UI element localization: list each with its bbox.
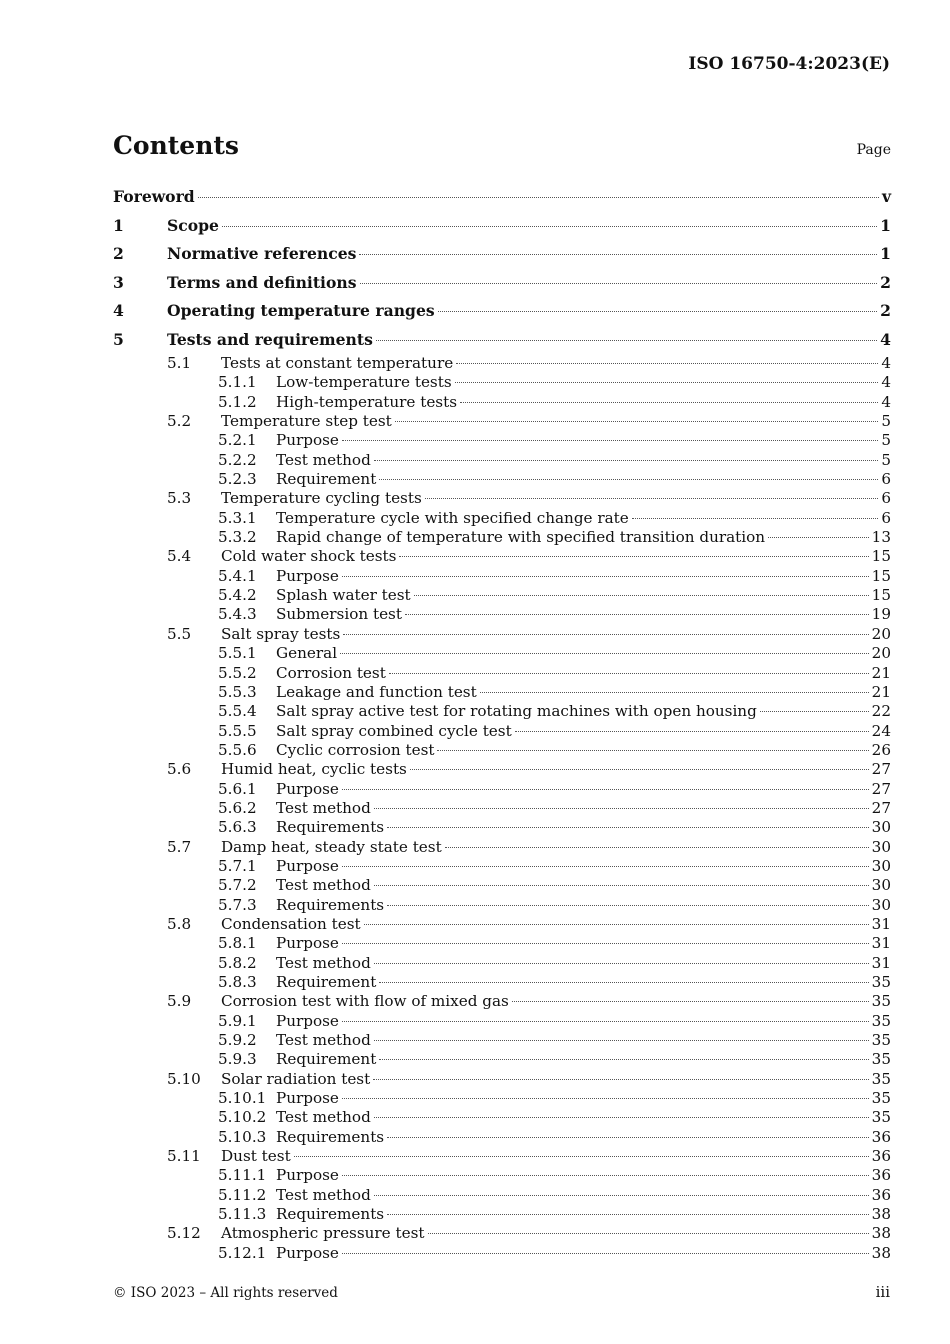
toc-entry-number: 5.5.3 — [218, 682, 257, 701]
toc-entry-title: Test method — [276, 876, 371, 895]
toc-entry-title: Cold water shock tests — [221, 547, 397, 566]
toc-entry[interactable] — [113, 876, 891, 895]
toc-entry[interactable] — [113, 625, 891, 644]
toc-entry-page: 38 — [871, 1205, 891, 1224]
toc-entry-number: 5.8.3 — [218, 973, 257, 991]
toc-entry-page: 26 — [871, 740, 891, 759]
dot-leader — [374, 460, 879, 461]
dot-leader — [387, 827, 869, 828]
toc-entry-title: Splash water test — [276, 586, 411, 605]
toc-entry[interactable] — [113, 451, 891, 470]
toc-entry-page: 6 — [881, 470, 891, 489]
dot-leader — [222, 226, 877, 227]
toc-entry-number: 5.1 — [167, 354, 192, 372]
toc-entry-title: General — [276, 644, 338, 663]
toc-entry-title: Test method — [276, 1031, 371, 1050]
toc-entry-page: 36 — [871, 1127, 891, 1146]
toc-entry-page: 30 — [871, 876, 891, 895]
toc-entry-number: 5.8 — [167, 914, 192, 933]
dot-leader — [438, 311, 877, 312]
toc-entry-number: 5.9.3 — [218, 1050, 257, 1069]
toc-entry-title: Test method — [276, 798, 371, 817]
toc-entry-number: 5.6.1 — [218, 779, 257, 798]
toc-entry[interactable] — [113, 799, 891, 818]
toc-entry-page: 21 — [871, 663, 891, 682]
toc-entry-page: 27 — [871, 760, 891, 779]
dot-leader — [387, 905, 869, 906]
toc-entry-page: 36 — [871, 1166, 891, 1185]
toc-entry[interactable] — [113, 992, 891, 1011]
toc-entry-page: 5 — [881, 412, 891, 431]
toc-entry-number: 5.11.2 — [218, 1185, 267, 1204]
toc-entry[interactable] — [113, 1108, 891, 1127]
toc-entry-number: 5.5 — [167, 624, 192, 643]
toc-entry-title: Low-temperature tests — [276, 373, 452, 392]
toc-entry[interactable] — [113, 1186, 891, 1205]
toc-entry-title: Requirements — [276, 818, 385, 837]
toc-entry[interactable] — [113, 240, 891, 269]
dot-leader — [760, 711, 869, 712]
toc-entry-title: Requirements — [276, 895, 385, 914]
dot-leader — [395, 421, 879, 422]
toc-entry-page: 35 — [871, 973, 891, 991]
toc-entry-title: Humid heat, cyclic tests — [221, 760, 407, 779]
toc-entry[interactable] — [113, 818, 891, 837]
toc-entry-title: Salt spray combined cycle test — [276, 721, 512, 740]
toc-entry[interactable] — [113, 1089, 891, 1108]
toc-entry-page: 31 — [871, 934, 891, 953]
toc-entry[interactable] — [113, 605, 891, 624]
dot-leader — [364, 924, 869, 925]
toc-entry[interactable] — [113, 760, 891, 779]
toc-entry-page: 31 — [871, 914, 891, 933]
toc-entry-page: 19 — [871, 605, 891, 624]
toc-entry-number: 5.9 — [167, 992, 192, 1011]
toc-entry[interactable] — [113, 1205, 891, 1224]
toc-entry-page: 36 — [871, 1185, 891, 1204]
toc-entry-page: 35 — [871, 1069, 891, 1088]
toc-entry-title: Dust test — [221, 1147, 291, 1166]
toc-entry-title: Purpose — [276, 934, 339, 953]
toc-entry-number: 5.6.3 — [218, 818, 257, 837]
toc-entry-number: 5.5.4 — [218, 702, 257, 721]
toc-entry[interactable] — [113, 547, 891, 566]
toc-entry-number: 5.6 — [167, 760, 192, 779]
toc-entry-title: Cyclic corrosion test — [276, 740, 435, 759]
toc-entry-title: Submersion test — [276, 605, 402, 624]
dot-leader — [455, 382, 879, 383]
toc-entry-page: 27 — [871, 779, 891, 798]
toc-entry-title: Rapid change of temperature with specified transition duration — [276, 528, 766, 547]
toc-entry-page: 30 — [871, 895, 891, 914]
toc-entry-title: Scope — [167, 215, 219, 235]
toc-entry-title: Requirements — [276, 1127, 385, 1146]
toc-entry-number: 5.8.1 — [218, 934, 257, 953]
toc-entry-page: 30 — [871, 818, 891, 837]
toc-entry[interactable] — [113, 183, 891, 212]
dot-leader — [342, 1098, 869, 1099]
dot-leader — [387, 1137, 869, 1138]
toc-entry-page: 21 — [871, 682, 891, 701]
toc-entry-title: Salt spray active test for rotating machines with open housing — [276, 702, 757, 721]
toc-entry[interactable] — [113, 973, 891, 992]
dot-leader — [374, 963, 869, 964]
toc-entry[interactable] — [113, 896, 891, 915]
toc-entry-number: 5.7.3 — [218, 895, 257, 914]
dot-leader — [374, 1040, 869, 1041]
toc-entry-page: 1 — [880, 215, 891, 235]
toc-entry[interactable] — [113, 838, 891, 857]
toc-entry[interactable] — [113, 470, 891, 489]
toc-entry-number: 5.2.2 — [218, 450, 257, 469]
dot-leader — [414, 595, 869, 596]
toc-entry-number: 5.8.2 — [218, 953, 257, 972]
dot-leader — [410, 769, 869, 770]
toc-entry-page: 30 — [871, 837, 891, 856]
toc-entry-page: 5 — [881, 431, 891, 450]
toc-entry-number: 5.6.2 — [218, 798, 257, 817]
dot-leader — [294, 1156, 869, 1157]
dot-leader — [445, 847, 869, 848]
toc-entry-number: 4 — [113, 301, 124, 320]
toc-entry-number: 5.4.2 — [218, 586, 257, 605]
dot-leader — [342, 866, 869, 867]
document-id: ISO 16750-4:2023(E) — [688, 54, 890, 74]
toc-entry-title: Atmospheric pressure test — [221, 1224, 425, 1243]
toc-entry-page: 4 — [881, 373, 891, 392]
toc-entry[interactable] — [113, 528, 891, 547]
toc-entry-number: 5.10.1 — [218, 1089, 267, 1108]
toc-entry-number: 5.9.2 — [218, 1031, 257, 1050]
toc-entry-title: High-temperature tests — [276, 392, 457, 411]
toc-entry[interactable] — [113, 489, 891, 508]
toc-entry-number: 5.2 — [167, 412, 192, 431]
dot-leader — [374, 1195, 869, 1196]
toc-entry-page: 20 — [871, 644, 891, 663]
toc-entry-page: 35 — [871, 1050, 891, 1069]
toc-entry-number: 5.2.3 — [218, 470, 257, 489]
dot-leader — [768, 537, 869, 538]
toc-entry-title: Test method — [276, 1185, 371, 1204]
toc-entry-title: Purpose — [276, 431, 339, 450]
dot-leader — [374, 808, 869, 809]
toc-entry[interactable] — [113, 1244, 891, 1263]
dot-leader — [343, 634, 868, 635]
toc-entry-title: Condensation test — [221, 914, 361, 933]
toc-entry[interactable] — [113, 954, 891, 973]
toc-entry-page: 1 — [880, 244, 891, 263]
dot-leader — [359, 254, 877, 255]
toc-entry[interactable] — [113, 1224, 891, 1243]
toc-entry[interactable] — [113, 722, 891, 741]
toc-entry[interactable] — [113, 509, 891, 528]
toc-entry-number: 5.10.3 — [218, 1127, 267, 1146]
toc-entry-page: v — [881, 187, 891, 206]
dot-leader — [342, 1021, 869, 1022]
dot-leader — [376, 340, 877, 341]
toc-entry-title: Requirement — [276, 470, 377, 489]
copyright-notice: © ISO 2023 – All rights reserved — [113, 1285, 338, 1301]
toc-entry-title: Operating temperature ranges — [167, 301, 435, 320]
toc-entry-title: Purpose — [276, 566, 339, 585]
toc-entry-number: 5.12 — [167, 1224, 201, 1243]
toc-entry-number: 5.4 — [167, 547, 192, 566]
toc-entry-number: 5.3 — [167, 489, 192, 508]
toc-entry-title: Purpose — [276, 1089, 339, 1108]
toc-entry[interactable] — [113, 780, 891, 799]
toc-entry-number: 5 — [113, 329, 124, 349]
toc-entry-page: 35 — [871, 1108, 891, 1127]
toc-entry-title: Purpose — [276, 779, 339, 798]
toc-entry[interactable] — [113, 212, 891, 241]
dot-leader — [342, 1253, 869, 1254]
dot-leader — [460, 402, 878, 403]
toc-entry-number: 5.7.1 — [218, 856, 257, 875]
toc-entry-number: 5.4.1 — [218, 566, 257, 585]
toc-entry-page: 35 — [871, 1089, 891, 1108]
toc-entry-page: 6 — [881, 489, 891, 508]
toc-entry-number: 5.5.1 — [218, 644, 257, 663]
dot-leader — [374, 1117, 869, 1118]
toc-entry[interactable] — [113, 1050, 891, 1069]
dot-leader — [374, 885, 869, 886]
toc-entry[interactable] — [113, 1012, 891, 1031]
toc-entry[interactable] — [113, 702, 891, 721]
toc-entry-title: Requirements — [276, 1205, 385, 1224]
dot-leader — [342, 1175, 869, 1176]
toc-entry-title: Terms and definitions — [167, 272, 357, 292]
toc-entry[interactable] — [113, 1147, 891, 1166]
toc-entry[interactable] — [113, 1031, 891, 1050]
toc-entry-number: 5.11.1 — [218, 1166, 267, 1185]
toc-entry[interactable] — [113, 393, 891, 412]
toc-entry-number: 5.7 — [167, 837, 192, 856]
toc-entry-title: Solar radiation test — [221, 1069, 371, 1088]
toc-entry[interactable] — [113, 412, 891, 431]
toc-entry-number: 5.11 — [167, 1147, 201, 1166]
toc-entry-page: 15 — [871, 566, 891, 585]
toc-entry-number: 5.2.1 — [218, 431, 257, 450]
dot-leader — [632, 518, 879, 519]
toc-entry-number: 5.10 — [167, 1069, 201, 1088]
toc-entry[interactable] — [113, 586, 891, 605]
toc-entry-page: 2 — [880, 272, 891, 292]
toc-entry-page: 36 — [871, 1147, 891, 1166]
toc-entry-title: Requirement — [276, 1050, 377, 1069]
toc-entry[interactable] — [113, 664, 891, 683]
toc-entry-page: 22 — [871, 702, 891, 721]
page-number: iii — [875, 1283, 890, 1301]
toc-entry[interactable] — [113, 915, 891, 934]
page-column-label: Page — [856, 142, 891, 158]
toc-entry-number: 5.10.2 — [218, 1108, 267, 1127]
toc-entry-page: 4 — [881, 354, 891, 372]
toc-entry-title: Normative references — [167, 244, 357, 263]
toc-entry-title: Purpose — [276, 1166, 339, 1185]
toc-entry[interactable] — [113, 934, 891, 953]
toc-entry-number: 5.3.2 — [218, 528, 257, 547]
toc-entry-page: 35 — [871, 1031, 891, 1050]
toc-entry-title: Test method — [276, 450, 371, 469]
toc-entry[interactable] — [113, 683, 891, 702]
dot-leader — [456, 363, 878, 364]
toc-entry-number: 3 — [113, 272, 124, 292]
dot-leader — [342, 440, 878, 441]
toc-entry[interactable] — [113, 431, 891, 450]
dot-leader — [515, 731, 869, 732]
toc-entry-page: 35 — [871, 1011, 891, 1030]
toc-entry-number: 5.1.2 — [218, 392, 257, 411]
toc-entry[interactable] — [113, 857, 891, 876]
toc-entry[interactable] — [113, 741, 891, 760]
dot-leader — [379, 479, 878, 480]
toc-entry[interactable] — [113, 326, 891, 355]
dot-leader — [480, 692, 869, 693]
toc-entry-page: 15 — [871, 586, 891, 605]
toc-entry-page: 31 — [871, 953, 891, 972]
dot-leader — [399, 556, 868, 557]
toc-entry-number: 2 — [113, 244, 124, 263]
toc-entry-page: 24 — [871, 721, 891, 740]
toc-entry-title: Requirement — [276, 973, 377, 991]
dot-leader — [379, 1059, 868, 1060]
toc-entry-title: Test method — [276, 1108, 371, 1127]
toc-entry[interactable] — [113, 373, 891, 392]
toc-entry[interactable] — [113, 644, 891, 663]
toc-entry-title: Purpose — [276, 856, 339, 875]
toc-entry-title: Test method — [276, 953, 371, 972]
toc-entry-page: 5 — [881, 450, 891, 469]
toc-entry-title: Purpose — [276, 1243, 339, 1262]
toc-entry-page: 4 — [880, 329, 891, 349]
dot-leader — [340, 653, 869, 654]
page-title: Contents — [113, 131, 240, 160]
dot-leader — [437, 750, 868, 751]
toc-entry-title: Temperature cycle with specified change rate — [276, 508, 629, 527]
toc-entry-number: 5.3.1 — [218, 508, 257, 527]
toc-entry-page: 27 — [871, 798, 891, 817]
toc-entry-page: 13 — [871, 528, 891, 547]
toc-entry-title: Leakage and function test — [276, 682, 477, 701]
toc-entry[interactable] — [113, 1166, 891, 1185]
dot-leader — [342, 576, 869, 577]
toc-entry-title: Salt spray tests — [221, 624, 341, 643]
toc-entry-number: 5.5.6 — [218, 740, 257, 759]
table-of-contents — [113, 183, 891, 1263]
toc-entry-title: Damp heat, steady state test — [221, 837, 442, 856]
toc-entry-number: 5.4.3 — [218, 605, 257, 624]
toc-entry-number: 5.7.2 — [218, 876, 257, 895]
toc-entry-title: Corrosion test — [276, 663, 386, 682]
toc-entry-number: 5.1.1 — [218, 373, 257, 392]
toc-entry[interactable] — [113, 567, 891, 586]
toc-entry[interactable] — [113, 1070, 891, 1089]
toc-entry-page: 38 — [871, 1243, 891, 1262]
toc-entry-number: 5.11.3 — [218, 1205, 267, 1224]
toc-entry-page: 4 — [881, 392, 891, 411]
toc-entry-title: Tests and requirements — [167, 329, 373, 349]
toc-entry-number: 5.5.2 — [218, 663, 257, 682]
dot-leader — [389, 673, 869, 674]
dot-leader — [342, 943, 869, 944]
dot-leader — [428, 1233, 869, 1234]
toc-entry-title: Purpose — [276, 1011, 339, 1030]
toc-entry-number: 5.12.1 — [218, 1243, 267, 1262]
toc-entry[interactable] — [113, 354, 891, 373]
toc-entry[interactable] — [113, 1128, 891, 1147]
toc-entry-page: 30 — [871, 856, 891, 875]
dot-leader — [379, 982, 868, 983]
dot-leader — [405, 614, 869, 615]
dot-leader — [198, 197, 879, 198]
toc-entry-number: 5.5.5 — [218, 721, 257, 740]
dot-leader — [387, 1214, 869, 1215]
toc-entry-number: 1 — [113, 215, 124, 235]
dot-leader — [512, 1001, 869, 1002]
toc-entry-number: 5.9.1 — [218, 1011, 257, 1030]
toc-entry-title: Corrosion test with flow of mixed gas — [221, 992, 509, 1011]
toc-entry-title: Tests at constant temperature — [221, 354, 454, 372]
toc-entry-title: Temperature cycling tests — [221, 489, 422, 508]
dot-leader — [373, 1079, 868, 1080]
toc-entry[interactable] — [113, 269, 891, 298]
toc-entry-page: 38 — [871, 1224, 891, 1243]
toc-entry-page: 35 — [871, 992, 891, 1011]
toc-entry-page: 2 — [880, 301, 891, 320]
toc-entry-title: Foreword — [113, 187, 195, 206]
dot-leader — [360, 283, 878, 284]
dot-leader — [425, 498, 879, 499]
toc-entry-title: Temperature step test — [221, 412, 392, 431]
toc-entry-page: 15 — [871, 547, 891, 566]
dot-leader — [342, 789, 869, 790]
toc-entry-page: 6 — [881, 508, 891, 527]
toc-entry-page: 20 — [871, 624, 891, 643]
toc-entry[interactable] — [113, 297, 891, 326]
